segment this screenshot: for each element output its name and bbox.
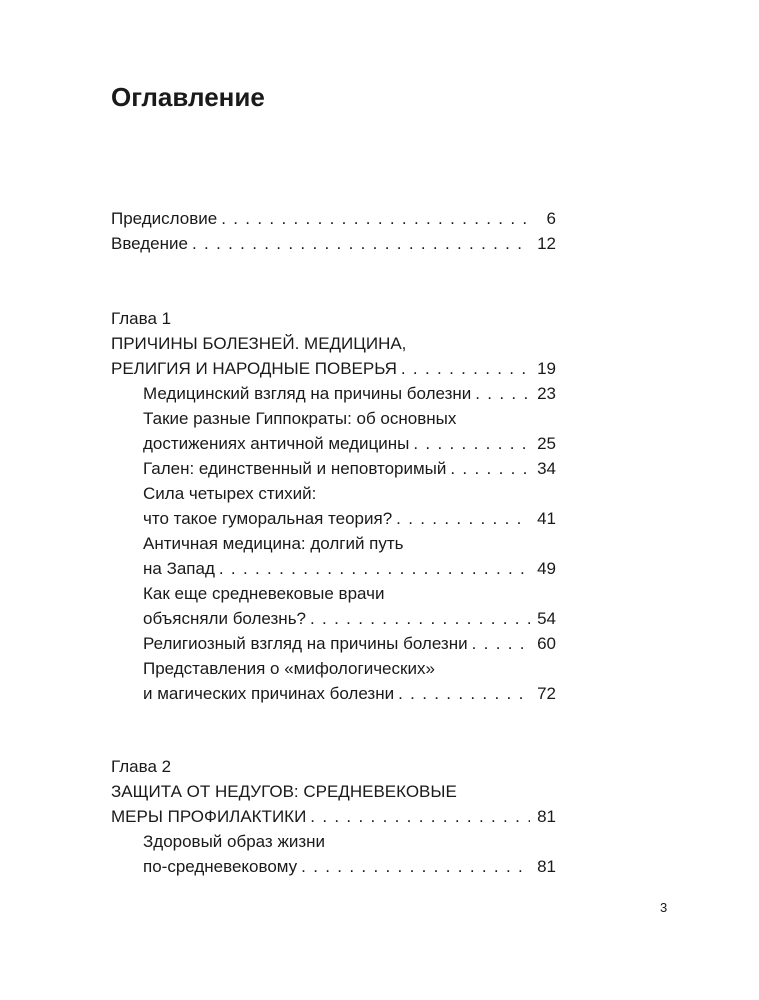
page-number: 6	[546, 209, 556, 228]
entry-title: достижениях античной медицины	[143, 434, 410, 453]
entry-title: Гален: единственный и неповторимый	[143, 459, 447, 478]
page-number: 49	[537, 559, 556, 578]
entry-title: Такие разные Гиппократы: об основных	[143, 409, 457, 428]
entry-title: Предисловие	[111, 209, 218, 228]
toc-entry-section[interactable]	[111, 481, 556, 531]
toc-entry-section[interactable]	[111, 581, 556, 631]
chapter-1	[111, 306, 556, 706]
dot-leader	[401, 356, 530, 381]
toc-entry-section[interactable]	[111, 656, 556, 706]
entry-title: Сила четырех стихий:	[143, 484, 317, 503]
page-number: 81	[537, 807, 556, 826]
dot-leader	[310, 804, 530, 829]
toc-entry-chapter-1[interactable]	[111, 331, 556, 381]
page-number: 72	[537, 684, 556, 703]
page-number: 41	[537, 509, 556, 528]
dot-leader	[450, 456, 530, 481]
page-title: Оглавление	[111, 82, 265, 112]
entry-title: Религиозный взгляд на причины болезни	[143, 634, 468, 653]
chapter-label: Глава 2	[111, 757, 172, 776]
page-number: 34	[537, 459, 556, 478]
chapter-title-line: РЕЛИГИЯ И НАРОДНЫЕ ПОВЕРЬЯ	[111, 359, 397, 378]
toc-entry-section[interactable]	[111, 531, 556, 581]
dot-leader	[192, 231, 530, 256]
page-number: 23	[537, 384, 556, 403]
dot-leader	[221, 206, 530, 231]
toc-entry-chapter-2[interactable]	[111, 779, 556, 829]
folio-page-number: 3	[660, 900, 668, 915]
chapter-label: Глава 1	[111, 309, 172, 328]
dot-leader	[301, 854, 530, 879]
chapter-2	[111, 754, 556, 879]
dot-leader	[472, 631, 530, 656]
page-number: 12	[537, 234, 556, 253]
dot-leader	[413, 431, 530, 456]
entry-title: Медицинский взгляд на причины болезни	[143, 384, 472, 403]
toc-entry-section[interactable]	[111, 631, 556, 656]
entry-title: Введение	[111, 234, 188, 253]
dot-leader	[396, 506, 530, 531]
dot-leader	[310, 606, 530, 631]
page-number: 81	[537, 857, 556, 876]
toc-entry-section[interactable]	[111, 406, 556, 456]
chapter-title-line: МЕРЫ ПРОФИЛАКТИКИ	[111, 807, 307, 826]
toc-entry-section[interactable]	[111, 456, 556, 481]
table-of-contents	[111, 206, 556, 879]
entry-title: и магических причинах болезни	[143, 684, 395, 703]
entry-title: что такое гуморальная теория?	[143, 509, 393, 528]
page-number: 19	[537, 359, 556, 378]
dot-leader	[475, 381, 530, 406]
entry-title: на Запад	[143, 559, 215, 578]
page-number: 60	[537, 634, 556, 653]
toc-entry-section[interactable]	[111, 829, 556, 879]
chapter-title-line: ПРИЧИНЫ БОЛЕЗНЕЙ. МЕДИЦИНА,	[111, 334, 407, 353]
chapter-title-line: ЗАЩИТА ОТ НЕДУГОВ: СРЕДНЕВЕКОВЫЕ	[111, 782, 457, 801]
toc-entry-section[interactable]	[111, 381, 556, 406]
page-number: 54	[537, 609, 556, 628]
page-number: 25	[537, 434, 556, 453]
entry-title: объясняли болезнь?	[143, 609, 307, 628]
toc-entry-preface[interactable]	[111, 206, 556, 231]
dot-leader	[219, 556, 530, 581]
entry-title: по-средневековому	[143, 857, 298, 876]
entry-title: Античная медицина: долгий путь	[143, 534, 404, 553]
dot-leader	[398, 681, 530, 706]
entry-title: Здоровый образ жизни	[143, 832, 325, 851]
entry-title: Представления о «мифологических»	[143, 659, 435, 678]
entry-title: Как еще средневековые врачи	[143, 584, 385, 603]
toc-entry-introduction[interactable]	[111, 231, 556, 256]
